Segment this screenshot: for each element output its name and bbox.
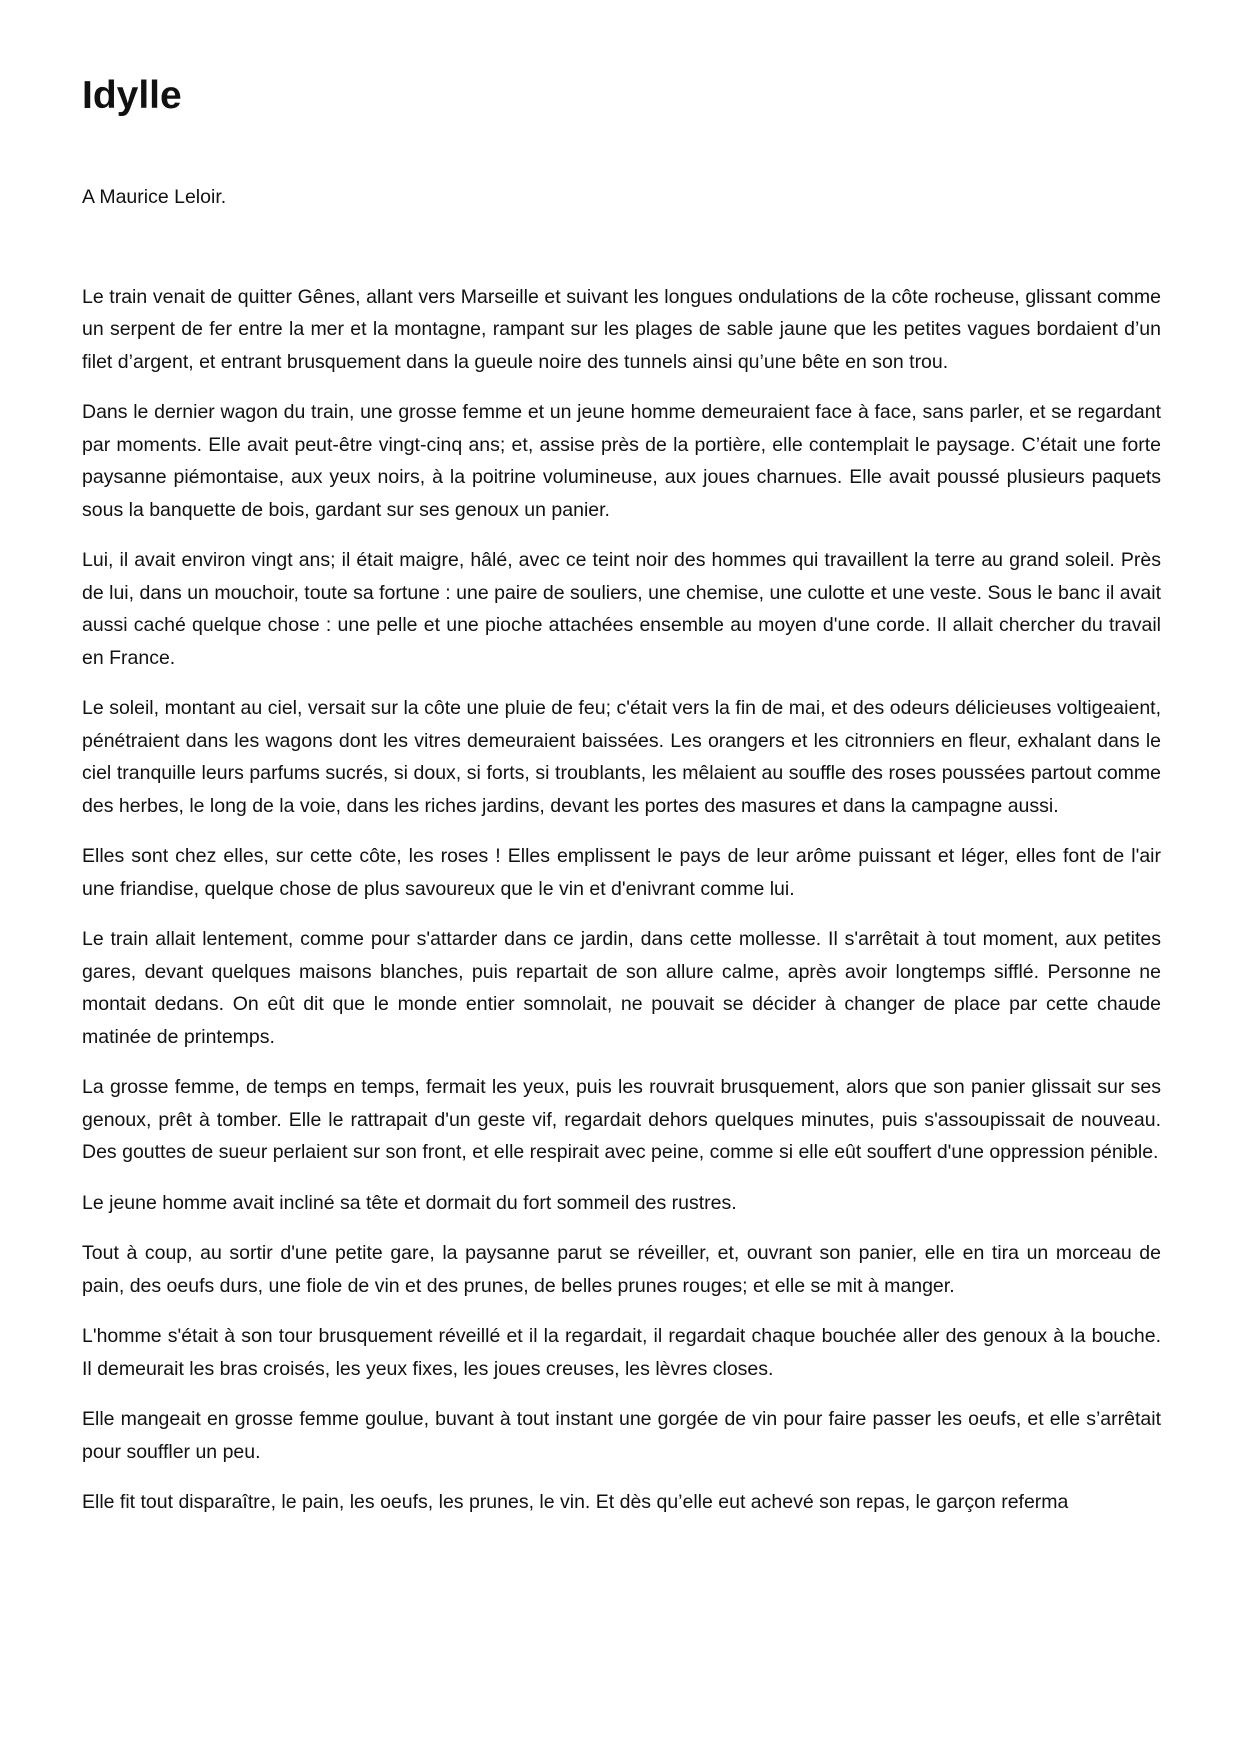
dedication: A Maurice Leloir.: [82, 186, 227, 208]
story-body: [82, 281, 1161, 1519]
paragraph: La grosse femme, de temps en temps, fermait les yeux, puis les rouvrait brusquement, alors que son panier glissait sur ses genoux, prêt à tomber. Elle le rattrapait d'un geste vif, regardait dehors quelques minutes, puis s'assoupissait de nouveau. Des gouttes de sueur perlaient sur son front, et elle respirait avec peine, comme si elle eût souffert d'une oppression pénible.: [82, 1076, 1161, 1163]
paragraph: Le soleil, montant au ciel, versait sur la côte une pluie de feu; c'était vers la fin de mai, et des odeurs délicieuses voltigeaient, pénétraient dans les wagons dont les vitres demeuraient baissées. Les orangers et les citronniers en fleur, exhalant dans le ciel tranquille leurs parfums sucrés, si doux, si forts, si troublants, les mêlaient au souffle des roses poussées partout comme des herbes, le long de la voie, dans les riches jardins, devant les portes des masures et dans la campagne aussi.: [82, 697, 1161, 817]
paragraph: Elles sont chez elles, sur cette côte, les roses ! Elles emplissent le pays de leur arôme puissant et léger, elles font de l'air une friandise, quelque chose de plus savoureux que le vin et d'enivrant comme lui.: [82, 845, 1161, 900]
paragraph: Le train venait de quitter Gênes, allant vers Marseille et suivant les longues ondulations de la côte rocheuse, glissant comme un serpent de fer entre la mer et la montagne, rampant sur les plages de sable jaune que les petites vagues bordaient d’un filet d’argent, et entrant brusquement dans la gueule noire des tunnels ainsi qu’une bête en son trou.: [82, 285, 1161, 373]
paragraph: Elle fit tout disparaître, le pain, les oeufs, les prunes, le vin. Et dès qu’elle eut achevé son repas, le garçon referma: [82, 1491, 1069, 1513]
paragraph: Le jeune homme avait incliné sa tête et dormait du fort sommeil des rustres.: [82, 1191, 737, 1214]
document-page: [82, 74, 1161, 1519]
paragraph: Lui, il avait environ vingt ans; il était maigre, hâlé, avec ce teint noir des hommes qui travaillent la terre au grand soleil. Près de lui, dans un mouchoir, toute sa fortune : une paire de souliers, une chemise, une culotte et une veste. Sous le banc il avait aussi caché quelque chose : une pelle et une pioche attachées ensemble au moyen d'une corde. Il allait chercher du travail en France.: [82, 549, 1161, 669]
paragraph: Le train allait lentement, comme pour s'attarder dans ce jardin, dans cette mollesse. Il s'arrêtait à tout moment, aux petites gares, devant quelques maisons blanches, puis repartait de son allure calme, après avoir longtemps sifflé. Personne ne montait dedans. On eût dit que le monde entier somnolait, ne pouvait se décider à changer de place par cette chaude matinée de printemps.: [82, 928, 1161, 1048]
document-title: Idylle: [82, 74, 182, 117]
paragraph: L'homme s'était à son tour brusquement réveillé et il la regardait, il regardait chaque bouchée aller des genoux à la bouche. Il demeurait les bras croisés, les yeux fixes, les joues creuses, les lèvres closes.: [82, 1325, 1161, 1380]
paragraph: Elle mangeait en grosse femme goulue, buvant à tout instant une gorgée de vin pour faire passer les oeufs, et elle s’arrêtait pour souffler un peu.: [82, 1408, 1161, 1463]
paragraph: Tout à coup, au sortir d'une petite gare, la paysanne parut se réveiller, et, ouvrant son panier, elle en tira un morceau de pain, des oeufs durs, une fiole de vin et des prunes, de belles prunes rouges; et elle se mit à manger.: [82, 1242, 1161, 1297]
paragraph: Dans le dernier wagon du train, une grosse femme et un jeune homme demeuraient face à face, sans parler, et se regardant par moments. Elle avait peut-être vingt-cinq ans; et, assise près de la portière, elle contemplait le paysage. C’était une forte paysanne piémontaise, aux yeux noirs, à la poitrine volumineuse, aux joues charnues. Elle avait poussé plusieurs paquets sous la banquette de bois, gardant sur ses genoux un panier.: [82, 401, 1161, 521]
